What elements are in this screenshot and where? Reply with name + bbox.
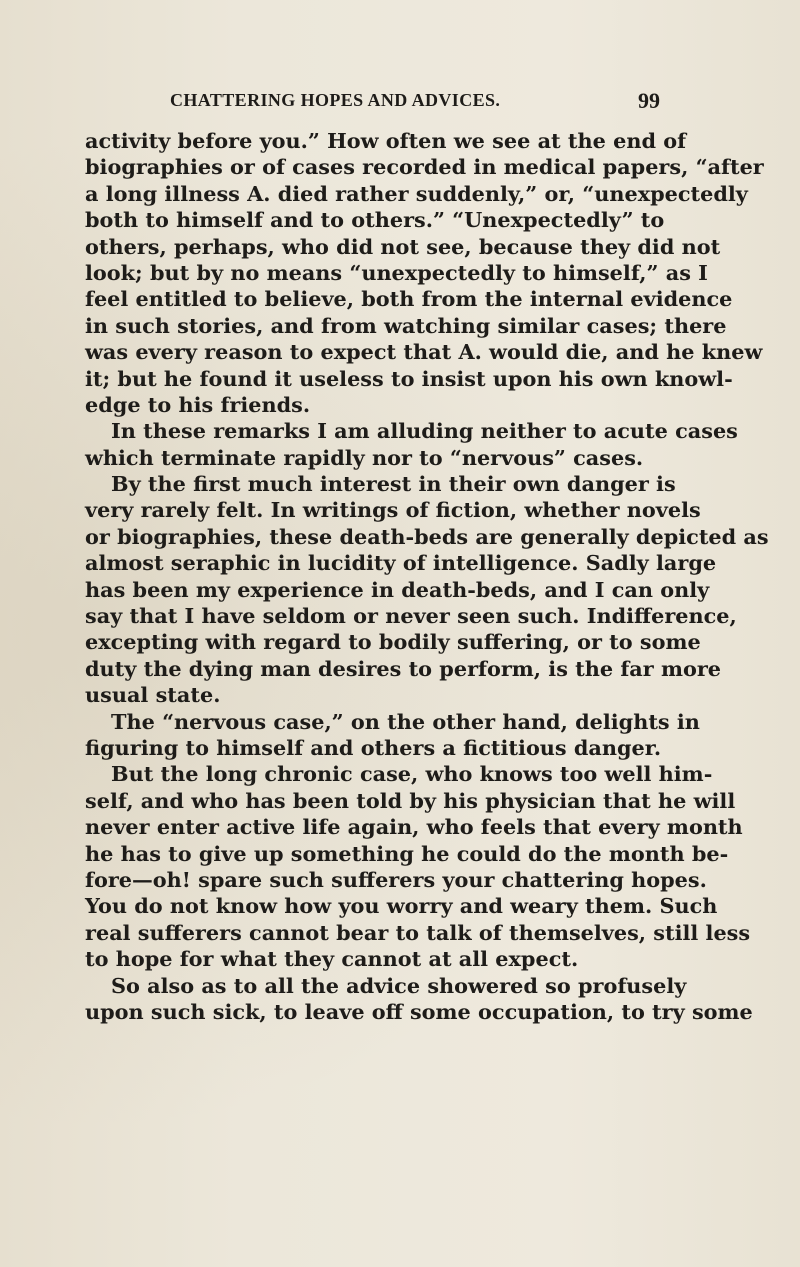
text-line: both to himself and to others.” “Unexpectedly” to [85, 207, 665, 233]
text-line: fore—oh! spare such sufferers your chattering hopes. [85, 866, 707, 892]
text-line: self, and who has been told by his physician that he will [85, 787, 736, 813]
text-line: The “nervous case,” on the other hand, delights in [111, 708, 700, 734]
text-line: So also as to all the advice showered so profusely [111, 972, 687, 998]
text-line: very rarely felt. In writings of fiction, whether novels [85, 497, 701, 523]
text-line: upon such sick, to leave off some occupation, to try some [85, 998, 753, 1024]
text-line: excepting with regard to bodily suffering, or to some [85, 629, 701, 655]
text-line: By the first much interest in their own danger is [111, 471, 676, 497]
text-line: almost seraphic in lucidity of intelligence. Sadly large [85, 550, 717, 576]
text-line: edge to his friends. [85, 391, 311, 417]
text-line: was every reason to expect that A. would die, and he knew [85, 339, 763, 365]
text-line: feel entitled to believe, both from the internal evidence [85, 286, 733, 312]
text-line: figuring to himself and others a fictitious danger. [85, 734, 662, 760]
page-header [170, 88, 660, 118]
text-line: he has to give up something he could do the month be- [85, 840, 729, 866]
text-line: duty the dying man desires to perform, is the far more [85, 655, 722, 681]
text-line: others, perhaps, who did not see, because they did not [85, 233, 721, 259]
page-number: 99 [638, 88, 660, 113]
text-line: which terminate rapidly nor to “nervous” cases. [85, 444, 644, 470]
text-line: biographies or of cases recorded in medical papers, “after [85, 154, 764, 180]
text-line: to hope for what they cannot at all expect. [85, 946, 579, 972]
text-line: say that I have seldom or never seen such. Indifference, [85, 603, 737, 629]
running-head: CHATTERING HOPES AND ADVICES. [170, 90, 501, 110]
text-line: look; but by no means “unexpectedly to himself,” as I [85, 259, 708, 285]
text-line: You do not know how you worry and weary them. Such [85, 893, 718, 919]
text-line: never enter active life again, who feels that every month [85, 814, 743, 840]
text-line: usual state. [85, 682, 221, 708]
text-line: In these remarks I am alluding neither to acute cases [111, 418, 738, 444]
text-line: it; but he found it useless to insist upon his own knowl- [85, 365, 733, 391]
text-line: a long illness A. died rather suddenly,” or, “unexpectedly [85, 180, 748, 206]
body-text [85, 128, 769, 1025]
text-line: activity before you.” How often we see at the end of [85, 128, 687, 153]
text-line: or biographies, these death-beds are generally depicted as [85, 523, 769, 549]
text-line: has been my experience in death-beds, and I can only [85, 576, 710, 602]
text-line: But the long chronic case, who knows too well him- [111, 761, 713, 787]
text-line: in such stories, and from watching similar cases; there [85, 312, 727, 338]
text-line: real sufferers cannot bear to talk of themselves, still less [85, 919, 751, 945]
